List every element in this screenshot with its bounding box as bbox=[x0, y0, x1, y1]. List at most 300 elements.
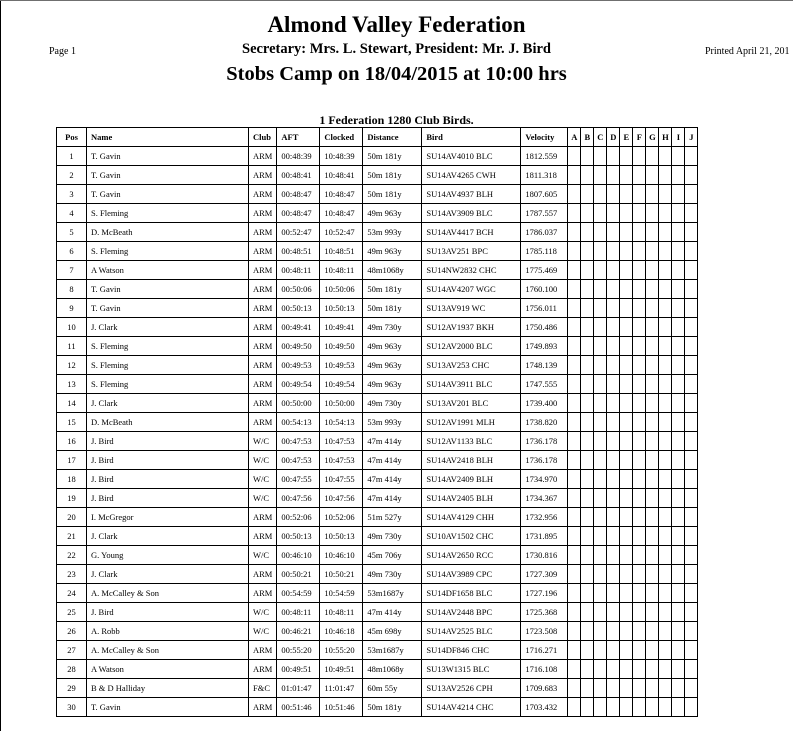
pool-cell bbox=[659, 223, 672, 242]
bird-cell: SU12AV1991 MLH bbox=[422, 413, 521, 432]
velocity-cell: 1739.400 bbox=[521, 394, 568, 413]
name-cell: T. Gavin bbox=[87, 166, 249, 185]
pool-cell bbox=[659, 261, 672, 280]
pos-cell: 12 bbox=[57, 356, 87, 375]
aft-cell: 00:47:56 bbox=[277, 489, 320, 508]
table-row bbox=[57, 356, 698, 375]
velocity-cell: 1723.508 bbox=[521, 622, 568, 641]
clocked-cell: 10:54:59 bbox=[320, 584, 363, 603]
pool-cell bbox=[685, 375, 698, 394]
aft-cell: 00:48:11 bbox=[277, 603, 320, 622]
pool-cell bbox=[659, 698, 672, 717]
pool-cell bbox=[685, 223, 698, 242]
pool-cell bbox=[594, 280, 607, 299]
distance-cell: 49m 963y bbox=[363, 375, 422, 394]
distance-cell: 50m 181y bbox=[363, 166, 422, 185]
pool-cell bbox=[685, 356, 698, 375]
pool-cell bbox=[594, 698, 607, 717]
pool-cell bbox=[620, 242, 633, 261]
clocked-cell: 10:48:51 bbox=[320, 242, 363, 261]
pool-cell bbox=[633, 489, 646, 508]
bird-cell: SU13AV201 BLC bbox=[422, 394, 521, 413]
pool-cell bbox=[646, 185, 659, 204]
pool-cell bbox=[607, 641, 620, 660]
column-header: I bbox=[672, 128, 685, 147]
name-cell: T. Gavin bbox=[87, 299, 249, 318]
pool-cell bbox=[568, 337, 581, 356]
velocity-cell: 1709.683 bbox=[521, 679, 568, 698]
pool-cell bbox=[594, 489, 607, 508]
pool-cell bbox=[581, 242, 594, 261]
club-cell: ARM bbox=[249, 223, 277, 242]
table-row bbox=[57, 166, 698, 185]
pool-cell bbox=[620, 527, 633, 546]
club-cell: ARM bbox=[249, 185, 277, 204]
bird-cell: SU12AV2000 BLC bbox=[422, 337, 521, 356]
pool-cell bbox=[646, 470, 659, 489]
club-cell: W/C bbox=[249, 489, 277, 508]
clocked-cell: 10:49:54 bbox=[320, 375, 363, 394]
pool-cell bbox=[581, 147, 594, 166]
pool-cell bbox=[620, 546, 633, 565]
pool-cell bbox=[594, 603, 607, 622]
club-cell: ARM bbox=[249, 204, 277, 223]
pool-cell bbox=[685, 508, 698, 527]
pool-cell bbox=[568, 508, 581, 527]
aft-cell: 00:48:11 bbox=[277, 261, 320, 280]
pool-cell bbox=[568, 204, 581, 223]
column-header: Bird bbox=[422, 128, 521, 147]
velocity-cell: 1811.318 bbox=[521, 166, 568, 185]
pool-cell bbox=[659, 413, 672, 432]
name-cell: S. Fleming bbox=[87, 356, 249, 375]
pool-cell bbox=[646, 413, 659, 432]
table-row bbox=[57, 242, 698, 261]
pool-cell bbox=[620, 508, 633, 527]
pool-cell bbox=[581, 394, 594, 413]
club-cell: ARM bbox=[249, 698, 277, 717]
pool-cell bbox=[659, 375, 672, 394]
pool-cell bbox=[607, 413, 620, 432]
pool-cell bbox=[607, 166, 620, 185]
name-cell: B & D Halliday bbox=[87, 679, 249, 698]
pool-cell bbox=[633, 584, 646, 603]
distance-cell: 53m1687y bbox=[363, 641, 422, 660]
club-cell: ARM bbox=[249, 565, 277, 584]
column-header: Pos bbox=[57, 128, 87, 147]
pool-cell bbox=[620, 356, 633, 375]
aft-cell: 00:49:50 bbox=[277, 337, 320, 356]
pool-cell bbox=[620, 261, 633, 280]
distance-cell: 50m 181y bbox=[363, 280, 422, 299]
aft-cell: 00:48:47 bbox=[277, 204, 320, 223]
pool-cell bbox=[633, 546, 646, 565]
column-header: F bbox=[633, 128, 646, 147]
pool-cell bbox=[685, 622, 698, 641]
pool-cell bbox=[672, 584, 685, 603]
pool-cell bbox=[685, 204, 698, 223]
pool-cell bbox=[685, 527, 698, 546]
clocked-cell: 10:47:55 bbox=[320, 470, 363, 489]
pool-cell bbox=[568, 394, 581, 413]
distance-cell: 45m 706y bbox=[363, 546, 422, 565]
pool-cell bbox=[672, 489, 685, 508]
bird-cell: SU14AV2525 BLC bbox=[422, 622, 521, 641]
bird-cell: SU13W1315 BLC bbox=[422, 660, 521, 679]
pool-cell bbox=[685, 641, 698, 660]
clocked-cell: 10:50:21 bbox=[320, 565, 363, 584]
pool-cell bbox=[568, 147, 581, 166]
pool-cell bbox=[607, 679, 620, 698]
pos-cell: 30 bbox=[57, 698, 87, 717]
results-table bbox=[56, 127, 698, 717]
pool-cell bbox=[659, 242, 672, 261]
aft-cell: 00:48:39 bbox=[277, 147, 320, 166]
pool-cell bbox=[685, 280, 698, 299]
pool-cell bbox=[568, 299, 581, 318]
pool-cell bbox=[607, 603, 620, 622]
clocked-cell: 10:52:06 bbox=[320, 508, 363, 527]
pool-cell bbox=[568, 318, 581, 337]
pool-cell bbox=[568, 584, 581, 603]
pool-cell bbox=[633, 432, 646, 451]
distance-cell: 49m 730y bbox=[363, 318, 422, 337]
distance-cell: 47m 414y bbox=[363, 603, 422, 622]
pool-cell bbox=[646, 166, 659, 185]
club-cell: ARM bbox=[249, 337, 277, 356]
pool-cell bbox=[568, 432, 581, 451]
table-row bbox=[57, 337, 698, 356]
pool-cell bbox=[581, 508, 594, 527]
pool-cell bbox=[633, 527, 646, 546]
pool-cell bbox=[672, 375, 685, 394]
pool-cell bbox=[646, 603, 659, 622]
aft-cell: 00:50:06 bbox=[277, 280, 320, 299]
pos-cell: 6 bbox=[57, 242, 87, 261]
pool-cell bbox=[581, 299, 594, 318]
pool-cell bbox=[659, 299, 672, 318]
name-cell: J. Bird bbox=[87, 470, 249, 489]
aft-cell: 00:47:53 bbox=[277, 432, 320, 451]
column-header: Distance bbox=[363, 128, 422, 147]
club-cell: ARM bbox=[249, 356, 277, 375]
pool-cell bbox=[672, 432, 685, 451]
name-cell: J. Clark bbox=[87, 527, 249, 546]
pool-cell bbox=[607, 280, 620, 299]
club-cell: ARM bbox=[249, 375, 277, 394]
velocity-cell: 1738.820 bbox=[521, 413, 568, 432]
pool-cell bbox=[581, 584, 594, 603]
pool-cell bbox=[620, 413, 633, 432]
bird-cell: SU13AV253 CHC bbox=[422, 356, 521, 375]
pool-cell bbox=[633, 603, 646, 622]
pool-cell bbox=[568, 242, 581, 261]
pool-cell bbox=[685, 337, 698, 356]
column-header: H bbox=[659, 128, 672, 147]
pool-cell bbox=[659, 470, 672, 489]
velocity-cell: 1812.559 bbox=[521, 147, 568, 166]
pool-cell bbox=[607, 489, 620, 508]
clocked-cell: 10:52:47 bbox=[320, 223, 363, 242]
name-cell: T. Gavin bbox=[87, 147, 249, 166]
table-row bbox=[57, 413, 698, 432]
pool-cell bbox=[568, 375, 581, 394]
pool-cell bbox=[633, 223, 646, 242]
bird-cell: SU14AV2405 BLH bbox=[422, 489, 521, 508]
distance-cell: 53m1687y bbox=[363, 584, 422, 603]
pool-cell bbox=[659, 394, 672, 413]
table-row bbox=[57, 527, 698, 546]
aft-cell: 00:50:00 bbox=[277, 394, 320, 413]
name-cell: T. Gavin bbox=[87, 185, 249, 204]
name-cell: T. Gavin bbox=[87, 280, 249, 299]
pool-cell bbox=[659, 527, 672, 546]
pool-cell bbox=[685, 166, 698, 185]
velocity-cell: 1731.895 bbox=[521, 527, 568, 546]
pool-cell bbox=[620, 394, 633, 413]
bird-cell: SU13AV2526 CPH bbox=[422, 679, 521, 698]
column-header: G bbox=[646, 128, 659, 147]
column-header: J bbox=[685, 128, 698, 147]
club-cell: W/C bbox=[249, 451, 277, 470]
clocked-cell: 10:50:13 bbox=[320, 299, 363, 318]
table-row bbox=[57, 299, 698, 318]
clocked-cell: 10:49:41 bbox=[320, 318, 363, 337]
pool-cell bbox=[646, 489, 659, 508]
pool-cell bbox=[672, 337, 685, 356]
pool-cell bbox=[646, 280, 659, 299]
club-cell: ARM bbox=[249, 242, 277, 261]
pos-cell: 29 bbox=[57, 679, 87, 698]
name-cell: J. Bird bbox=[87, 432, 249, 451]
clocked-cell: 10:48:41 bbox=[320, 166, 363, 185]
pool-cell bbox=[672, 451, 685, 470]
aft-cell: 00:46:10 bbox=[277, 546, 320, 565]
pool-cell bbox=[633, 356, 646, 375]
distance-cell: 47m 414y bbox=[363, 451, 422, 470]
club-cell: ARM bbox=[249, 527, 277, 546]
pool-cell bbox=[581, 261, 594, 280]
pool-cell bbox=[568, 280, 581, 299]
column-header: A bbox=[568, 128, 581, 147]
pool-cell bbox=[607, 508, 620, 527]
pool-cell bbox=[685, 261, 698, 280]
pool-cell bbox=[633, 622, 646, 641]
pool-cell bbox=[659, 318, 672, 337]
clocked-cell: 10:54:13 bbox=[320, 413, 363, 432]
bird-cell: SU14AV2650 RCC bbox=[422, 546, 521, 565]
pool-cell bbox=[620, 565, 633, 584]
velocity-cell: 1775.469 bbox=[521, 261, 568, 280]
distance-cell: 47m 414y bbox=[363, 470, 422, 489]
pool-cell bbox=[646, 261, 659, 280]
pool-cell bbox=[646, 698, 659, 717]
velocity-cell: 1787.557 bbox=[521, 204, 568, 223]
pos-cell: 18 bbox=[57, 470, 87, 489]
pool-cell bbox=[607, 394, 620, 413]
velocity-cell: 1760.100 bbox=[521, 280, 568, 299]
pool-cell bbox=[594, 660, 607, 679]
pool-cell bbox=[672, 641, 685, 660]
pool-cell bbox=[685, 432, 698, 451]
pool-cell bbox=[568, 470, 581, 489]
pool-cell bbox=[581, 622, 594, 641]
name-cell: A. McCalley & Son bbox=[87, 641, 249, 660]
pool-cell bbox=[685, 147, 698, 166]
pool-cell bbox=[685, 185, 698, 204]
pool-cell bbox=[581, 641, 594, 660]
table-row bbox=[57, 470, 698, 489]
pool-cell bbox=[672, 166, 685, 185]
velocity-cell: 1736.178 bbox=[521, 432, 568, 451]
pos-cell: 10 bbox=[57, 318, 87, 337]
bird-cell: SU13AV919 WC bbox=[422, 299, 521, 318]
pool-cell bbox=[620, 660, 633, 679]
pool-cell bbox=[633, 698, 646, 717]
pool-cell bbox=[607, 242, 620, 261]
pool-cell bbox=[581, 413, 594, 432]
pool-cell bbox=[646, 660, 659, 679]
pool-cell bbox=[581, 546, 594, 565]
pool-cell bbox=[659, 337, 672, 356]
pool-cell bbox=[594, 337, 607, 356]
distance-cell: 49m 730y bbox=[363, 565, 422, 584]
pos-cell: 11 bbox=[57, 337, 87, 356]
table-row bbox=[57, 280, 698, 299]
pool-cell bbox=[594, 546, 607, 565]
pool-cell bbox=[646, 356, 659, 375]
clocked-cell: 10:48:47 bbox=[320, 204, 363, 223]
pool-cell bbox=[672, 318, 685, 337]
pool-cell bbox=[633, 641, 646, 660]
club-cell: W/C bbox=[249, 432, 277, 451]
bird-cell: SU14AV3911 BLC bbox=[422, 375, 521, 394]
club-cell: ARM bbox=[249, 584, 277, 603]
club-cell: ARM bbox=[249, 660, 277, 679]
club-cell: ARM bbox=[249, 280, 277, 299]
pos-cell: 19 bbox=[57, 489, 87, 508]
pool-cell bbox=[620, 584, 633, 603]
clocked-cell: 10:51:46 bbox=[320, 698, 363, 717]
pool-cell bbox=[568, 451, 581, 470]
pool-cell bbox=[568, 603, 581, 622]
distance-cell: 60m 55y bbox=[363, 679, 422, 698]
column-header: AFT bbox=[277, 128, 320, 147]
pool-cell bbox=[568, 546, 581, 565]
pool-cell bbox=[581, 432, 594, 451]
velocity-cell: 1736.178 bbox=[521, 451, 568, 470]
pool-cell bbox=[607, 546, 620, 565]
pool-cell bbox=[659, 546, 672, 565]
bird-cell: SU14AV4417 BCH bbox=[422, 223, 521, 242]
pos-cell: 25 bbox=[57, 603, 87, 622]
table-row bbox=[57, 679, 698, 698]
pool-cell bbox=[672, 660, 685, 679]
pool-cell bbox=[620, 698, 633, 717]
pool-cell bbox=[646, 508, 659, 527]
club-cell: ARM bbox=[249, 394, 277, 413]
pool-cell bbox=[672, 394, 685, 413]
bird-cell: SU14NW2832 CHC bbox=[422, 261, 521, 280]
pool-cell bbox=[659, 166, 672, 185]
pool-cell bbox=[568, 223, 581, 242]
club-cell: F&C bbox=[249, 679, 277, 698]
pool-cell bbox=[685, 413, 698, 432]
pool-cell bbox=[685, 698, 698, 717]
bird-cell: SU14AV2418 BLH bbox=[422, 451, 521, 470]
table-row bbox=[57, 261, 698, 280]
pool-cell bbox=[633, 318, 646, 337]
pool-cell bbox=[672, 280, 685, 299]
bird-cell: SU14DF1658 BLC bbox=[422, 584, 521, 603]
column-header: C bbox=[594, 128, 607, 147]
pool-cell bbox=[594, 641, 607, 660]
pool-cell bbox=[581, 356, 594, 375]
pool-cell bbox=[581, 603, 594, 622]
pool-cell bbox=[659, 565, 672, 584]
name-cell: A. Robb bbox=[87, 622, 249, 641]
pool-cell bbox=[672, 698, 685, 717]
pool-cell bbox=[633, 679, 646, 698]
column-header: B bbox=[581, 128, 594, 147]
clocked-cell: 10:48:11 bbox=[320, 261, 363, 280]
pool-cell bbox=[620, 337, 633, 356]
pos-cell: 13 bbox=[57, 375, 87, 394]
pool-cell bbox=[659, 622, 672, 641]
pool-cell bbox=[594, 508, 607, 527]
table-row bbox=[57, 489, 698, 508]
pool-cell bbox=[659, 641, 672, 660]
name-cell: S. Fleming bbox=[87, 337, 249, 356]
pool-cell bbox=[594, 432, 607, 451]
pool-cell bbox=[594, 223, 607, 242]
club-cell: ARM bbox=[249, 261, 277, 280]
table-row bbox=[57, 508, 698, 527]
pool-cell bbox=[607, 660, 620, 679]
pool-cell bbox=[607, 318, 620, 337]
velocity-cell: 1756.011 bbox=[521, 299, 568, 318]
table-row bbox=[57, 603, 698, 622]
name-cell: T. Gavin bbox=[87, 698, 249, 717]
distance-cell: 50m 181y bbox=[363, 299, 422, 318]
table-row bbox=[57, 641, 698, 660]
pool-cell bbox=[607, 584, 620, 603]
pool-cell bbox=[659, 603, 672, 622]
column-header: Club bbox=[249, 128, 277, 147]
club-cell: ARM bbox=[249, 413, 277, 432]
pool-cell bbox=[672, 261, 685, 280]
pool-cell bbox=[685, 603, 698, 622]
club-cell: ARM bbox=[249, 641, 277, 660]
pool-cell bbox=[581, 185, 594, 204]
club-cell: ARM bbox=[249, 318, 277, 337]
table-row bbox=[57, 432, 698, 451]
pool-cell bbox=[646, 527, 659, 546]
pool-cell bbox=[646, 318, 659, 337]
aft-cell: 00:49:51 bbox=[277, 660, 320, 679]
pool-cell bbox=[581, 660, 594, 679]
velocity-cell: 1747.555 bbox=[521, 375, 568, 394]
name-cell: J. Clark bbox=[87, 394, 249, 413]
pool-cell bbox=[568, 641, 581, 660]
clocked-cell: 10:50:00 bbox=[320, 394, 363, 413]
pool-cell bbox=[620, 451, 633, 470]
pool-cell bbox=[646, 375, 659, 394]
pos-cell: 22 bbox=[57, 546, 87, 565]
bird-cell: SU14AV3989 CPC bbox=[422, 565, 521, 584]
pool-cell bbox=[581, 489, 594, 508]
pos-cell: 5 bbox=[57, 223, 87, 242]
